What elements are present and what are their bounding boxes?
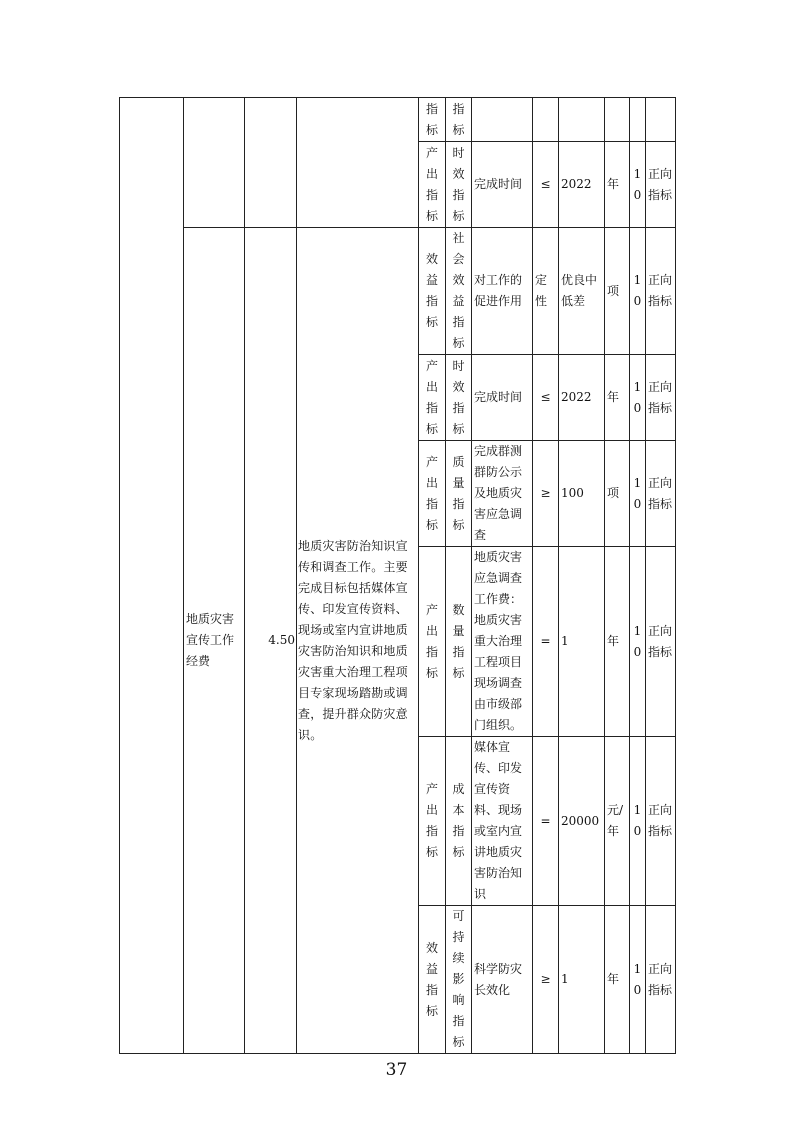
target-value: 100	[559, 441, 605, 547]
target-value: 20000	[559, 737, 605, 906]
level2-indicator: 质 量 指 标	[446, 441, 472, 547]
project-name: 地质灾害宣传工作经费	[186, 612, 235, 668]
operator: ≥	[533, 906, 559, 1054]
target-value: 2022	[559, 355, 605, 441]
direction: 正向指标	[646, 547, 676, 737]
unit: 项	[605, 441, 630, 547]
target-value	[559, 98, 605, 142]
unit: 项	[605, 228, 630, 355]
level1-indicator: 效 益 指 标	[419, 906, 446, 1054]
weight: 10	[630, 547, 646, 737]
weight: 10	[630, 737, 646, 906]
weight: 10	[630, 228, 646, 355]
level3-indicator: 对工作的促进作用	[472, 228, 533, 355]
level1-indicator: 产 出 指 标	[419, 737, 446, 906]
weight: 10	[630, 142, 646, 228]
project-description-cell	[297, 228, 419, 1054]
level2-indicator: 指 标	[446, 98, 472, 142]
operator: ≥	[533, 441, 559, 547]
prev-project-desc-cell	[297, 98, 419, 228]
weight: 10	[630, 906, 646, 1054]
unit: 元/年	[605, 737, 630, 906]
operator: ≤	[533, 355, 559, 441]
weight: 10	[630, 355, 646, 441]
target-value: 1	[559, 906, 605, 1054]
project-description: 地质灾害防治知识宣传和调查工作。主要完成目标包括媒体宣传、印发宣传资料、现场或室内宣讲地质灾害防治知识和地质灾害重大治理工程项目专家现场踏勘或调查，提升群众防灾意识。	[298, 538, 408, 742]
operator: =	[533, 547, 559, 737]
direction: 正向指标	[646, 142, 676, 228]
project-amount-cell	[245, 228, 297, 1054]
level3-indicator: 完成时间	[472, 142, 533, 228]
level2-indicator: 时 效 指 标	[446, 142, 472, 228]
weight: 10	[630, 441, 646, 547]
page-number: 37	[385, 1060, 408, 1080]
level3-indicator	[472, 98, 533, 142]
level3-indicator: 完成时间	[472, 355, 533, 441]
level1-indicator: 产 出 指 标	[419, 142, 446, 228]
level2-indicator: 数 量 指 标	[446, 547, 472, 737]
unit: 年	[605, 906, 630, 1054]
target-value: 1	[559, 547, 605, 737]
table-row	[120, 98, 676, 142]
level1-indicator: 产 出 指 标	[419, 441, 446, 547]
operator: 定性	[533, 228, 559, 355]
project-name-cell	[184, 228, 245, 1054]
level3-indicator: 完成群测群防公示及地质灾害应急调查	[472, 441, 533, 547]
level1-indicator: 效 益 指 标	[419, 228, 446, 355]
direction: 正向指标	[646, 228, 676, 355]
target-value: 2022	[559, 142, 605, 228]
operator	[533, 98, 559, 142]
prev-project-name-cell	[184, 98, 245, 228]
level2-indicator: 时 效 指 标	[446, 355, 472, 441]
level3-indicator: 科学防灾长效化	[472, 906, 533, 1054]
direction: 正向指标	[646, 906, 676, 1054]
target-value: 优良中低差	[559, 228, 605, 355]
direction	[646, 98, 676, 142]
level2-indicator: 社 会 效 益 指 标	[446, 228, 472, 355]
unit: 年	[605, 142, 630, 228]
table-row	[120, 228, 676, 355]
outer-empty-cell	[120, 98, 184, 1054]
level3-indicator: 媒体宣传、印发宣传资料、现场或室内宣讲地质灾害防治知识	[472, 737, 533, 906]
unit	[605, 98, 630, 142]
performance-indicator-table	[119, 97, 676, 1054]
operator: =	[533, 737, 559, 906]
level2-indicator: 可 持 续 影 响 指 标	[446, 906, 472, 1054]
direction: 正向指标	[646, 737, 676, 906]
unit: 年	[605, 547, 630, 737]
level1-indicator: 产 出 指 标	[419, 355, 446, 441]
direction: 正向指标	[646, 355, 676, 441]
level1-indicator: 指 标	[419, 98, 446, 142]
unit: 年	[605, 355, 630, 441]
prev-project-amount-cell	[245, 98, 297, 228]
weight	[630, 98, 646, 142]
level2-indicator: 成 本 指 标	[446, 737, 472, 906]
direction: 正向指标	[646, 441, 676, 547]
operator: ≤	[533, 142, 559, 228]
level3-indicator: 地质灾害应急调查工作费：地质灾害重大治理工程项目现场调查由市级部门组织。	[472, 547, 533, 737]
project-amount: 4.50	[268, 633, 295, 647]
level1-indicator: 产 出 指 标	[419, 547, 446, 737]
